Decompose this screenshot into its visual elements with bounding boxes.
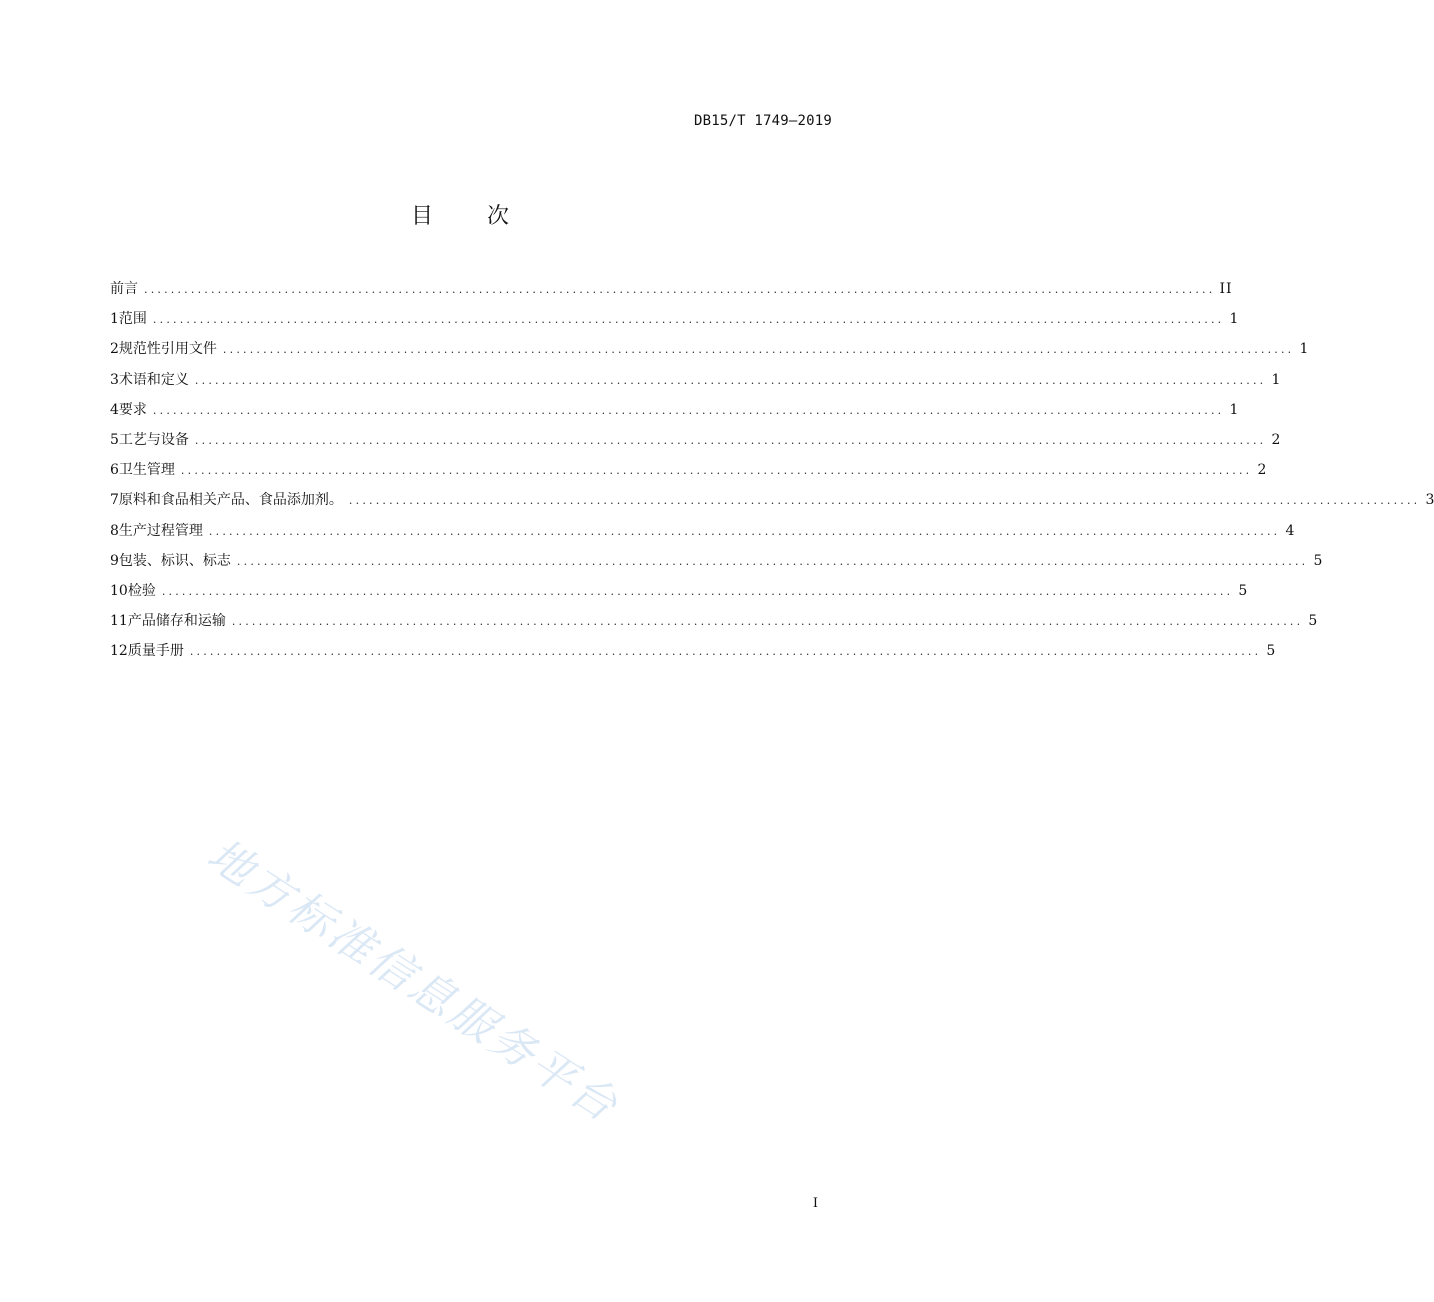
page-number: I	[812, 1196, 818, 1211]
document-code: DB15/T 1749—2019	[693, 113, 832, 129]
toc-entry-number: 9	[110, 552, 119, 569]
watermark: 地方标准信息服务平台	[198, 829, 629, 1134]
toc-title	[0, 202, 920, 232]
toc-entry-4[interactable]	[110, 400, 1239, 430]
toc-entry-foreword[interactable]	[110, 279, 1233, 309]
toc-entry-5[interactable]	[110, 430, 1281, 460]
toc-entry-text: 工艺与设备	[118, 431, 189, 448]
toc-entry-number: 5	[110, 431, 119, 448]
toc-entry-number: 10	[110, 582, 128, 599]
toc-entry-page: 5	[1308, 613, 1318, 630]
toc-title-char-2: 次	[487, 204, 510, 229]
toc-entry-11[interactable]	[110, 611, 1318, 641]
toc-entry-text: 包装、标识、标志	[118, 552, 231, 569]
toc-leader-dots: ................................................................................................................................................................	[144, 283, 1216, 296]
toc-leader-dots: ................................................................................................................................................................	[152, 313, 1225, 327]
toc-entry-text: 范围	[118, 311, 147, 328]
toc-entry-number: 8	[110, 522, 119, 539]
toc-entry-text: 前言	[110, 281, 138, 297]
toc-entry-text: 质量手册	[127, 643, 184, 660]
toc-entry-10[interactable]	[110, 581, 1248, 611]
toc-entry-page: 5	[1238, 582, 1248, 599]
table-of-contents	[110, 279, 1434, 671]
toc-leader-dots: ................................................................................................................................................................	[194, 433, 1267, 447]
toc-leader-dots: ................................................................................................................................................................	[152, 403, 1225, 417]
toc-leader-dots: ................................................................................................................................................................	[194, 373, 1267, 387]
toc-entry-number: 3	[110, 371, 119, 388]
toc-entry-8[interactable]	[110, 521, 1295, 551]
toc-entry-page: 1	[1271, 371, 1281, 388]
toc-entry-page: 2	[1271, 431, 1281, 448]
toc-entry-number: 11	[110, 613, 128, 630]
toc-entry-page: II	[1219, 281, 1233, 297]
toc-entry-page: 1	[1229, 311, 1239, 328]
toc-leader-dots: ................................................................................................................................................................	[180, 464, 1253, 478]
toc-entry-page: 1	[1299, 341, 1309, 358]
toc-entry-number: 12	[110, 643, 128, 660]
toc-leader-dots: ................................................................................................................................................................	[348, 494, 1421, 508]
toc-title-char-1: 目	[410, 204, 433, 229]
toc-entry-2[interactable]	[110, 339, 1309, 369]
toc-entry-page: 1	[1229, 401, 1239, 418]
toc-entry-text: 规范性引用文件	[118, 341, 217, 358]
toc-leader-dots: ................................................................................................................................................................	[161, 584, 1234, 598]
toc-entry-text: 原料和食品相关产品、食品添加剂。	[118, 492, 343, 509]
toc-leader-dots: ................................................................................................................................................................	[222, 343, 1295, 357]
toc-entry-page: 2	[1257, 462, 1267, 479]
toc-entry-page: 4	[1285, 522, 1295, 539]
toc-entry-number: 6	[110, 462, 119, 479]
toc-entry-6[interactable]	[110, 460, 1267, 490]
toc-entry-text: 产品储存和运输	[127, 613, 226, 630]
toc-entry-text: 生产过程管理	[118, 522, 203, 539]
toc-leader-dots: ................................................................................................................................................................	[231, 615, 1304, 629]
toc-entry-text: 术语和定义	[118, 371, 189, 388]
toc-entry-page: 3	[1425, 492, 1434, 509]
toc-entry-page: 5	[1266, 643, 1276, 660]
toc-entry-number: 1	[110, 311, 119, 328]
toc-entry-number: 7	[110, 492, 119, 509]
toc-entry-number: 4	[110, 401, 119, 418]
toc-entry-number: 2	[110, 341, 119, 358]
toc-entry-7[interactable]	[110, 490, 1434, 520]
toc-entry-text: 卫生管理	[118, 462, 175, 479]
toc-entry-text: 检验	[127, 582, 156, 599]
toc-leader-dots: ................................................................................................................................................................	[189, 645, 1262, 659]
toc-entry-9[interactable]	[110, 551, 1323, 581]
toc-entry-3[interactable]	[110, 370, 1281, 400]
toc-entry-text: 要求	[118, 401, 147, 418]
toc-entry-1[interactable]	[110, 309, 1239, 339]
toc-leader-dots: ................................................................................................................................................................	[208, 524, 1281, 538]
toc-leader-dots: ................................................................................................................................................................	[236, 554, 1309, 568]
toc-entry-page: 5	[1313, 552, 1323, 569]
toc-entry-12[interactable]	[110, 641, 1276, 671]
